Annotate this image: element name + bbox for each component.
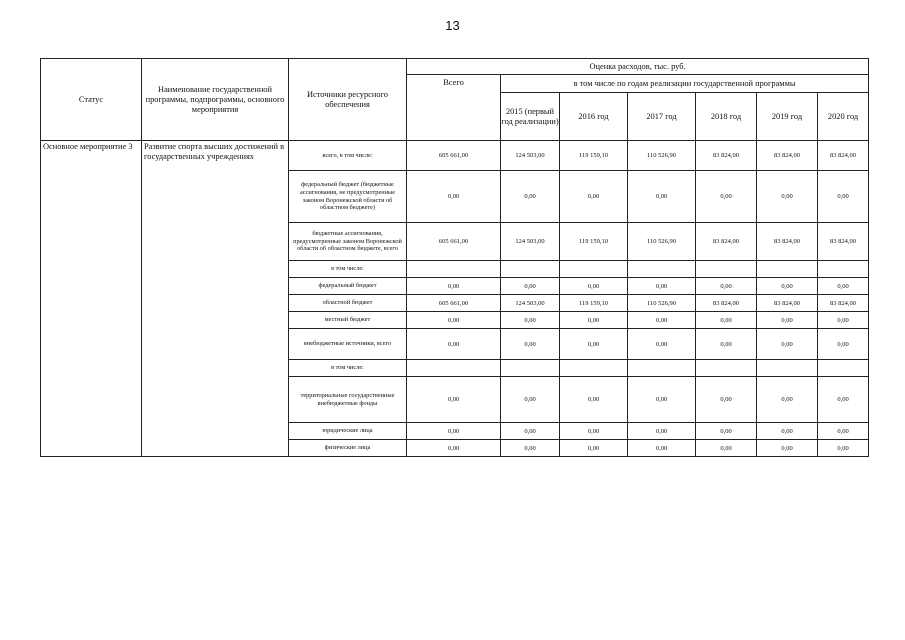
- header-year-2015: 2015 (первый год реализации): [501, 93, 560, 141]
- total-value: [407, 360, 501, 377]
- year-value: 0,00: [696, 278, 757, 295]
- year-value: 0,00: [818, 423, 869, 440]
- year-value: 0,00: [560, 423, 628, 440]
- year-value: 119 159,10: [560, 295, 628, 312]
- year-value: [628, 261, 696, 278]
- year-value: 0,00: [696, 377, 757, 423]
- header-year-2018: 2018 год: [696, 93, 757, 141]
- header-sources: Источники ресурсного обеспечения: [289, 59, 407, 141]
- year-value: 0,00: [696, 440, 757, 457]
- year-value: 83 824,00: [818, 141, 869, 171]
- year-value: 83 824,00: [696, 141, 757, 171]
- total-value: 605 661,00: [407, 295, 501, 312]
- source-label: всего, в том числе:: [289, 141, 407, 171]
- year-value: 0,00: [628, 423, 696, 440]
- total-value: 0,00: [407, 377, 501, 423]
- header-total: Всего: [407, 75, 501, 141]
- header-estimate: Оценка расходов, тыс. руб.: [407, 59, 869, 75]
- source-label: в том числе:: [289, 360, 407, 377]
- header-name: Наименование государственной программы, подпрограммы, основного мероприятия: [142, 59, 289, 141]
- year-value: 0,00: [757, 278, 818, 295]
- year-value: 0,00: [628, 278, 696, 295]
- year-value: 0,00: [501, 312, 560, 329]
- year-value: [818, 261, 869, 278]
- header-by-years: в том числе по годам реализации государственной программы: [501, 75, 869, 93]
- year-value: 0,00: [818, 278, 869, 295]
- year-value: 0,00: [501, 171, 560, 223]
- year-value: [696, 261, 757, 278]
- year-value: 0,00: [757, 171, 818, 223]
- total-value: [407, 261, 501, 278]
- year-value: [560, 261, 628, 278]
- header-year-2020: 2020 год: [818, 93, 869, 141]
- year-value: 0,00: [757, 440, 818, 457]
- year-value: 0,00: [757, 377, 818, 423]
- total-value: 0,00: [407, 171, 501, 223]
- year-value: 124 503,00: [501, 141, 560, 171]
- source-label: физические лица: [289, 440, 407, 457]
- header-year-2016: 2016 год: [560, 93, 628, 141]
- year-value: 0,00: [628, 377, 696, 423]
- year-value: [628, 360, 696, 377]
- year-value: 0,00: [560, 377, 628, 423]
- year-value: 0,00: [501, 377, 560, 423]
- table-row: [41, 141, 869, 171]
- status-cell: Основное мероприятие 3: [41, 141, 142, 457]
- year-value: 83 824,00: [696, 295, 757, 312]
- source-label: областной бюджет: [289, 295, 407, 312]
- header-status: Статус: [41, 59, 142, 141]
- year-value: 0,00: [560, 329, 628, 360]
- year-value: [757, 261, 818, 278]
- budget-table: [40, 58, 869, 457]
- source-label: внебюджетные источники, всего: [289, 329, 407, 360]
- year-value: 83 824,00: [818, 223, 869, 261]
- year-value: [757, 360, 818, 377]
- year-value: 0,00: [818, 377, 869, 423]
- year-value: 110 526,90: [628, 223, 696, 261]
- year-value: 124 503,00: [501, 295, 560, 312]
- year-value: 83 824,00: [818, 295, 869, 312]
- year-value: [696, 360, 757, 377]
- year-value: 83 824,00: [757, 141, 818, 171]
- year-value: 0,00: [818, 312, 869, 329]
- source-label: федеральный бюджет: [289, 278, 407, 295]
- year-value: 0,00: [696, 312, 757, 329]
- year-value: 0,00: [818, 329, 869, 360]
- table-body: [41, 141, 869, 457]
- year-value: 0,00: [757, 423, 818, 440]
- year-value: 0,00: [628, 312, 696, 329]
- year-value: [501, 261, 560, 278]
- total-value: 0,00: [407, 278, 501, 295]
- source-label: юридические лица: [289, 423, 407, 440]
- year-value: 0,00: [757, 312, 818, 329]
- year-value: 0,00: [818, 440, 869, 457]
- total-value: 0,00: [407, 329, 501, 360]
- year-value: 0,00: [560, 171, 628, 223]
- source-label: местный бюджет: [289, 312, 407, 329]
- year-value: 124 503,00: [501, 223, 560, 261]
- year-value: 83 824,00: [757, 295, 818, 312]
- source-label: бюджетные ассигнования, предусмотренные законом Воронежской области об областном бюджете, всего: [289, 223, 407, 261]
- source-label: территориальные государственные внебюджетные фонды: [289, 377, 407, 423]
- total-value: 605 661,00: [407, 141, 501, 171]
- year-value: 0,00: [696, 423, 757, 440]
- year-value: 83 824,00: [757, 223, 818, 261]
- year-value: [501, 360, 560, 377]
- source-label: в том числе:: [289, 261, 407, 278]
- measure-name-cell: Развитие спорта высших достижений в государственных учреждениях: [142, 141, 289, 457]
- year-value: 0,00: [696, 171, 757, 223]
- year-value: 0,00: [501, 440, 560, 457]
- year-value: 0,00: [501, 278, 560, 295]
- total-value: 0,00: [407, 440, 501, 457]
- year-value: 0,00: [757, 329, 818, 360]
- year-value: 0,00: [501, 329, 560, 360]
- year-value: [560, 360, 628, 377]
- year-value: 0,00: [560, 278, 628, 295]
- year-value: 83 824,00: [696, 223, 757, 261]
- total-value: 605 661,00: [407, 223, 501, 261]
- year-value: 0,00: [560, 312, 628, 329]
- total-value: 0,00: [407, 312, 501, 329]
- year-value: [818, 360, 869, 377]
- header-year-2017: 2017 год: [628, 93, 696, 141]
- total-value: 0,00: [407, 423, 501, 440]
- year-value: 0,00: [501, 423, 560, 440]
- page-number: 13: [445, 18, 460, 33]
- year-value: 0,00: [628, 329, 696, 360]
- year-value: 119 159,10: [560, 223, 628, 261]
- year-value: 0,00: [560, 440, 628, 457]
- year-value: 0,00: [628, 440, 696, 457]
- year-value: 110 526,90: [628, 295, 696, 312]
- year-value: 0,00: [696, 329, 757, 360]
- year-value: 0,00: [818, 171, 869, 223]
- year-value: 119 159,10: [560, 141, 628, 171]
- header-year-2019: 2019 год: [757, 93, 818, 141]
- year-value: 0,00: [628, 171, 696, 223]
- year-value: 110 526,90: [628, 141, 696, 171]
- source-label: федеральный бюджет (бюджетные ассигнования, не предусмотренные законом Воронежской области об областном бюджете): [289, 171, 407, 223]
